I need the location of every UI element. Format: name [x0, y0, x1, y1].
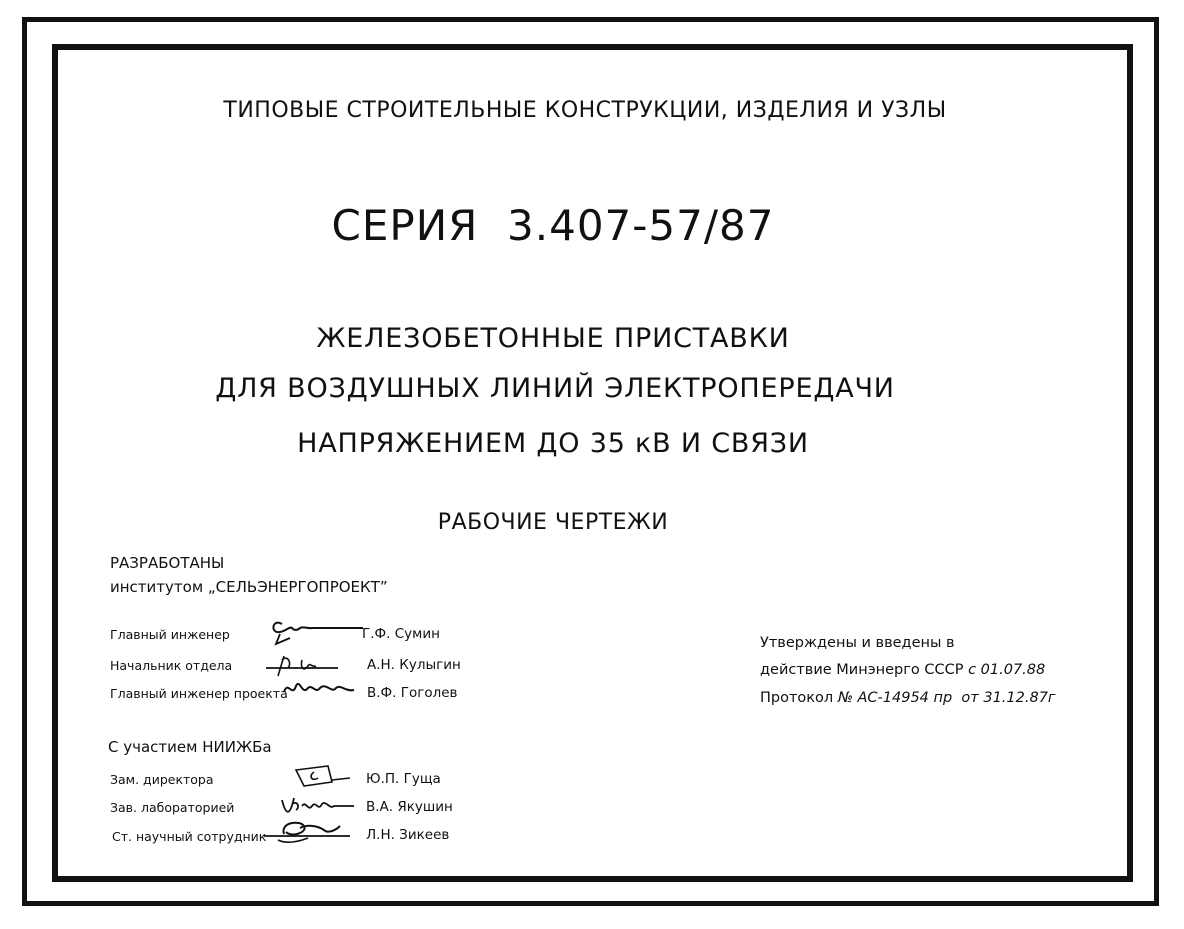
signature-gogolev: [280, 676, 360, 702]
signature-zikeev: [262, 816, 352, 846]
developer-name-2: А.Н. Кулыгин: [367, 657, 461, 673]
developer-role-2: Начальник отдела: [110, 658, 233, 673]
approval-line-3: [760, 691, 1056, 706]
developers-institute: институтом „СЕЛЬЭНЕРГОПРОЕКТ”: [110, 578, 388, 596]
approval-line-2: [760, 663, 1045, 678]
protocol-label: Протокол: [760, 690, 834, 706]
participant-name-1: Ю.П. Гуща: [366, 771, 441, 787]
document-title-line-1: ЖЕЛЕЗОБЕТОННЫЕ ПРИСТАВКИ: [316, 323, 790, 354]
approval-date: с 01.07.88: [968, 662, 1046, 678]
document-subtitle: РАБОЧИЕ ЧЕРТЕЖИ: [437, 510, 669, 535]
signature-kulygin: [262, 650, 342, 678]
developer-role-1: Главный инженер: [110, 627, 230, 642]
approval-line-1: Утверждены и введены в: [760, 635, 955, 651]
developer-name-1: Г.Ф. Сумин: [362, 626, 440, 642]
participants-heading: С участием НИИЖБа: [108, 738, 272, 756]
participant-role-2: Зав. лабораторией: [110, 800, 235, 815]
document-title-line-2: ДЛЯ ВОЗДУШНЫХ ЛИНИЙ ЭЛЕКТРОПЕРЕДАЧИ: [215, 373, 895, 404]
inner-border: [52, 44, 1133, 882]
developers-heading: РАЗРАБОТАНЫ: [110, 554, 225, 572]
header-line: ТИПОВЫЕ СТРОИТЕЛЬНЫЕ КОНСТРУКЦИИ, ИЗДЕЛИЯ И УЗЛЫ: [223, 98, 947, 123]
participant-name-2: В.А. Якушин: [366, 799, 453, 815]
participant-name-3: Л.Н. Зикеев: [366, 827, 450, 843]
document-title-line-3: НАПРЯЖЕНИЕМ ДО 35 кВ И СВЯЗИ: [297, 428, 809, 459]
signature-sumin: [268, 612, 368, 648]
participant-role-1: Зам. директора: [110, 772, 214, 787]
developer-role-3: Главный инженер проекта: [110, 686, 288, 701]
series-title: СЕРИЯ 3.407-57/87: [331, 201, 775, 250]
protocol-number: № АС-14954 пр от 31.12.87г: [837, 690, 1056, 706]
developer-name-3: В.Ф. Гоголев: [367, 685, 458, 701]
participant-role-3: Ст. научный сотрудник: [112, 829, 267, 844]
approval-authority: действие Минэнерго СССР: [760, 662, 964, 678]
